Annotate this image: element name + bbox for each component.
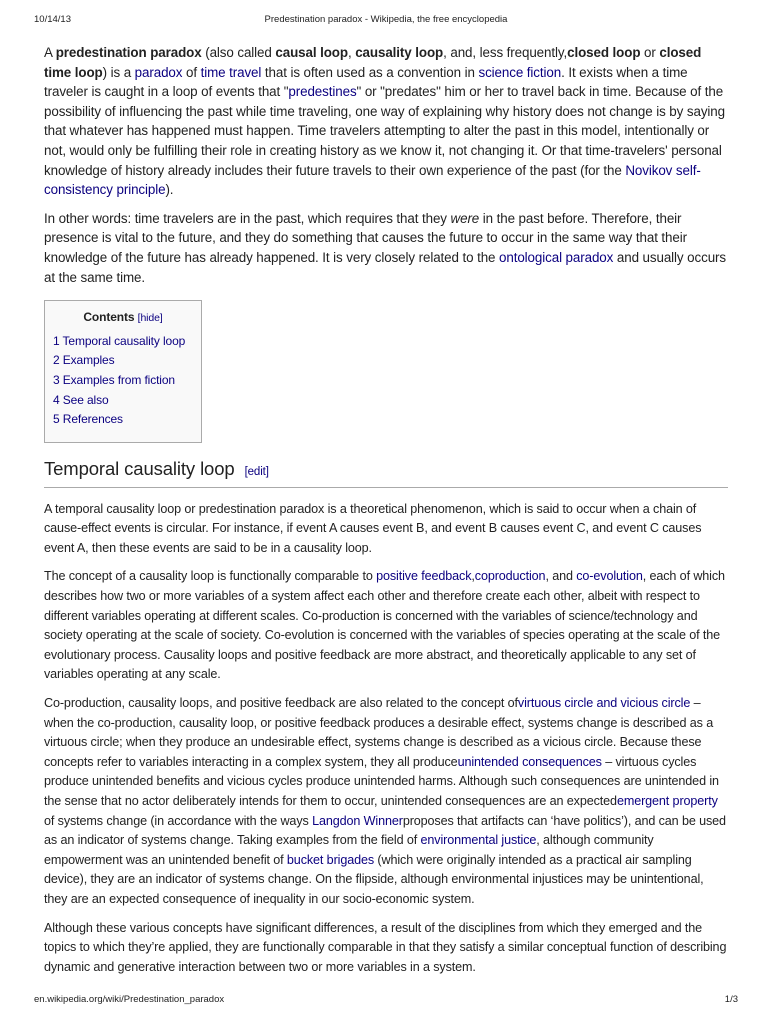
bold-term: causal loop	[275, 45, 348, 60]
toc-item-references[interactable]: 5 References	[53, 412, 123, 427]
text: and usually occurs at the same time.	[44, 249, 726, 285]
text: In other words: time travelers are in the past, which requires that they	[44, 210, 451, 226]
toc-item-see-also[interactable]: 4 See also	[53, 392, 109, 407]
link-predestines[interactable]: predestines	[288, 84, 357, 100]
text: " or "predates" him or her to travel back in time. Because of the possibility of influencing the past while time traveling, one way of explaining why history does not change is by saying that whatever has happened must happen. Time travelers attempting to alter the past in this model, intentionally or not, would only be fulfilling their role in creating history as we know it, not changing it. Or that time-travelers' personal knowledge of history already includes their future travels to their own experience of the past (for the	[44, 84, 725, 178]
section-paragraph-2	[44, 567, 728, 685]
link-coproduction[interactable]: coproduction	[474, 569, 546, 584]
toc-hide-link[interactable]: [hide]	[137, 312, 163, 325]
print-url: en.wikipedia.org/wiki/Predestination_paradox	[34, 994, 225, 1005]
text: (also called	[201, 45, 276, 60]
text: , each of which describes how two or more variables of a system affect each other and therefore create each other, albeit with respect to different variables operating at different scales. Co-production is concerned with the variables of science/technology and society operating at the scale of society. Co-evolution is concerned with the variables of species operating at the scale of the evolutionary process. Causality loops and positive feedback are more abstract, and theoretically applicable to any set of variables operating at any scale.	[44, 569, 725, 682]
text: of	[182, 64, 201, 80]
section-paragraph-3	[44, 694, 728, 910]
toc-title	[53, 308, 193, 329]
link-positive-feedback[interactable]: positive feedback	[376, 569, 472, 584]
section-paragraph-1: A temporal causality loop or predestination paradox is a theoretical phenomenon, which is said to occur when a chain of cause-effect events is circular. For instance, if event A causes event B, and event B causes event C, and event C causes event A, then these events are said to be in a causality loop.	[44, 501, 702, 555]
text: – when the co-production, causality loop, or positive feedback produces a desirable effect, systems change is described as a virtuous circle; when they produce an undesirable effect, systems change is described as a vicious circle. Because these concepts refer to variables interacting in a complex system, they all produce	[44, 696, 714, 769]
link-novikov[interactable]: Novikov self-consistency principle	[44, 162, 701, 198]
text: , although community empowerment was an unintended benefit of	[44, 833, 654, 867]
link-unintended-consequences[interactable]: unintended consequences	[457, 754, 602, 769]
text: (which were originally intended as a practical air sampling device), they are an indicator of systems change. On the flipside, although environmental injustices may be unintentional, they are an expected consequence of inequality in our socio-economic system.	[44, 852, 704, 906]
text: proposes that artifacts can ‘have politics’), and can be used as an indicator of systems change. Taking examples from the field of	[44, 813, 726, 848]
text: A	[44, 45, 56, 60]
toc-item-examples[interactable]: 2 Examples	[53, 353, 115, 368]
section-heading-temporal-causality-loop	[44, 457, 728, 488]
section-edit-link[interactable]: [edit]	[244, 465, 269, 478]
toc-list	[53, 332, 193, 430]
bold-term: causality loop	[355, 45, 444, 60]
text: , and, less frequently,	[443, 45, 568, 60]
text: ,	[347, 45, 356, 60]
bold-term: predestination paradox	[55, 45, 202, 60]
print-title: Predestination paradox - Wikipedia, the free encyclopedia	[264, 14, 508, 25]
page-number: 1/3	[724, 994, 738, 1005]
text: in the past before. Therefore, their presence is vital to the future, and they do something that causes the future to occur in the same way that their knowledge of the future has already happened. It is very closely related to the	[44, 210, 687, 265]
italic-term: were	[450, 210, 480, 226]
link-virtuous-circle[interactable]: virtuous circle and vicious circle	[517, 696, 691, 711]
link-emergent-property[interactable]: emergent property	[616, 794, 718, 808]
article-content	[44, 43, 728, 986]
bold-term: closed loop	[567, 45, 641, 60]
link-langdon-winner[interactable]: Langdon Winner	[312, 813, 403, 828]
text: – virtuous cycles produce unintended benefits and vicious cycles produce unintended harms. Although such consequences are unintended in the sense that no actor deliberately intends for them to occur, unintended consequences are an expected	[44, 754, 719, 808]
section-paragraph-4: Although these various concepts have significant differences, a result of the disciplines from which they emerged and the topics to which they’re applied, they are functionally comparable in that they satisfy a similar conceptual function of describing dynamic and generative interaction between two or more variables in a system.	[44, 920, 727, 974]
link-co-evolution[interactable]: co-evolution	[576, 569, 643, 584]
text: ).	[165, 182, 174, 198]
text: or	[640, 45, 660, 60]
text: that is often used as a convention in	[261, 64, 479, 80]
link-bucket-brigades[interactable]: bucket brigades	[286, 852, 375, 867]
section-title: Temporal causality loop	[44, 457, 235, 479]
lead-paragraph-2	[44, 209, 728, 287]
text: ) is a	[102, 64, 135, 80]
table-of-contents	[44, 300, 202, 443]
text: . It exists when a time traveler is caught in a loop of events that "	[44, 64, 688, 100]
text: The concept of a causality loop is functionally comparable to	[44, 569, 377, 584]
text: Co-production, causality loops, and positive feedback are also related to the concept of	[44, 696, 518, 711]
link-paradox[interactable]: paradox	[134, 64, 183, 80]
toc-item-examples-from-fiction[interactable]: 3 Examples from fiction	[53, 372, 175, 387]
toc-heading: Contents	[83, 310, 135, 325]
toc-item-temporal-causality-loop[interactable]: 1 Temporal causality loop	[53, 333, 186, 348]
bold-term: closed time loop	[44, 45, 702, 80]
lead-paragraph-1	[44, 43, 728, 200]
print-date: 10/14/13	[34, 14, 71, 25]
link-ontological-paradox[interactable]: ontological paradox	[499, 249, 614, 265]
link-time-travel[interactable]: time travel	[200, 64, 262, 80]
text: ,	[471, 569, 475, 584]
link-science-fiction[interactable]: science fiction	[478, 64, 562, 80]
link-environmental-justice[interactable]: environmental justice	[420, 833, 537, 848]
text: of systems change (in accordance with the ways	[44, 813, 313, 828]
text: , and	[545, 569, 577, 584]
